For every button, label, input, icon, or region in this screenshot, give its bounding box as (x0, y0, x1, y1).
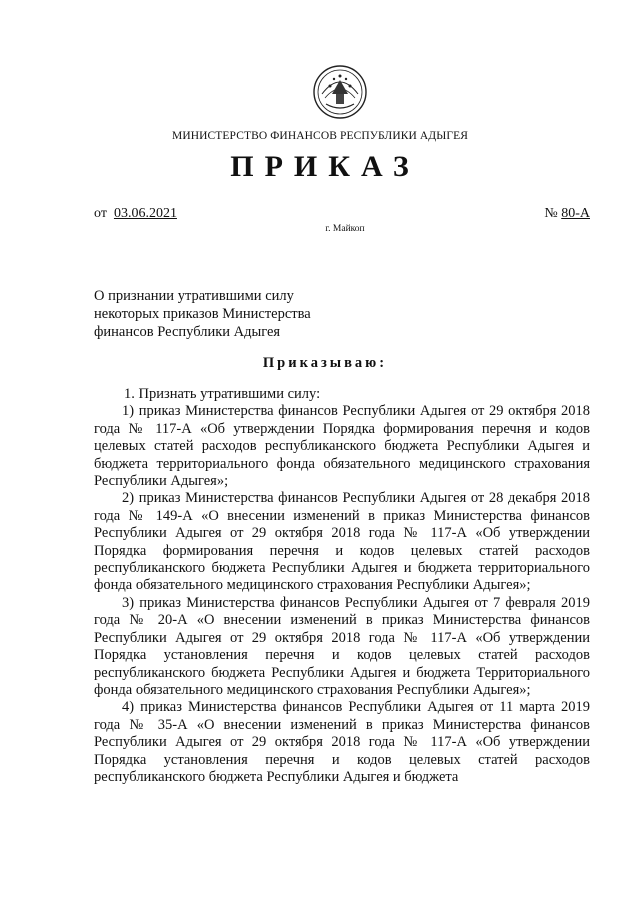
coat-of-arms-emblem-icon (312, 64, 368, 120)
order-subject: О признании утратившими силу некоторых приказов Министерства финансов Республики Адыгея (94, 288, 311, 340)
number-prefix: № (544, 206, 558, 221)
orders-heading: Приказываю: (262, 355, 388, 371)
paragraph-item-3: 3) приказ Министерства финансов Республики Адыгея от 7 февраля 2019 года № 20-А «О внесении изменений в приказ Министерства финансов Республики Адыгея от 29 октября 2018 года № 117-А «Об утверждении Порядка установления перечня и кодов целевых статей расходов республиканского бюджета Республики Адыгея и бюджета Территориального фонда обязательного медицинского страхования Республики Адыгея»; (94, 594, 590, 698)
order-number: 80-А (561, 206, 590, 221)
order-date-line (94, 206, 177, 222)
paragraph-1: 1. Признать утратившими силу: (124, 386, 321, 402)
order-body (94, 386, 590, 786)
paragraph-item-1: 1) приказ Министерства финансов Республики Адыгея от 29 октября 2018 года № 117-А «Об утверждении Порядка формирования перечня и кодов целевых статей расходов республиканского бюджета Республики Адыгея и бюджета территориального фонда обязательного медицинского страхования Республики Адыгея»; (94, 403, 590, 490)
order-number-line (544, 206, 590, 222)
city-label: г. Майкоп (325, 224, 365, 234)
date-prefix: от (94, 206, 107, 221)
paragraph-item-2: 2) приказ Министерства финансов Республики Адыгея от 28 декабря 2018 года № 149-А «О внесении изменений в приказ Министерства финансов Республики Адыгея от 29 октября 2018 года № 117-А «Об утверждении Порядка формирования перечня и кодов целевых статей расходов республиканского бюджета Республики Адыгея и бюджета территориального фонда обязательного медицинского страхования Республики Адыгея»; (94, 490, 590, 594)
paragraph-item-4: 4) приказ Министерства финансов Республики Адыгея от 11 марта 2019 года № 35-А «О внесении изменений в приказ Министерства финансов Республики Адыгея от 29 октября 2018 года № 117-А «Об утверждении Порядка установления перечня и кодов целевых статей расходов республиканского бюджета Республики Адыгея и бюджета (94, 699, 590, 785)
document-title: ПРИКАЗ (230, 150, 420, 183)
order-date: 03.06.2021 (113, 206, 177, 221)
ministry-name: МИНИСТЕРСТВО ФИНАНСОВ РЕСПУБЛИКИ АДЫГЕЯ (172, 130, 468, 142)
